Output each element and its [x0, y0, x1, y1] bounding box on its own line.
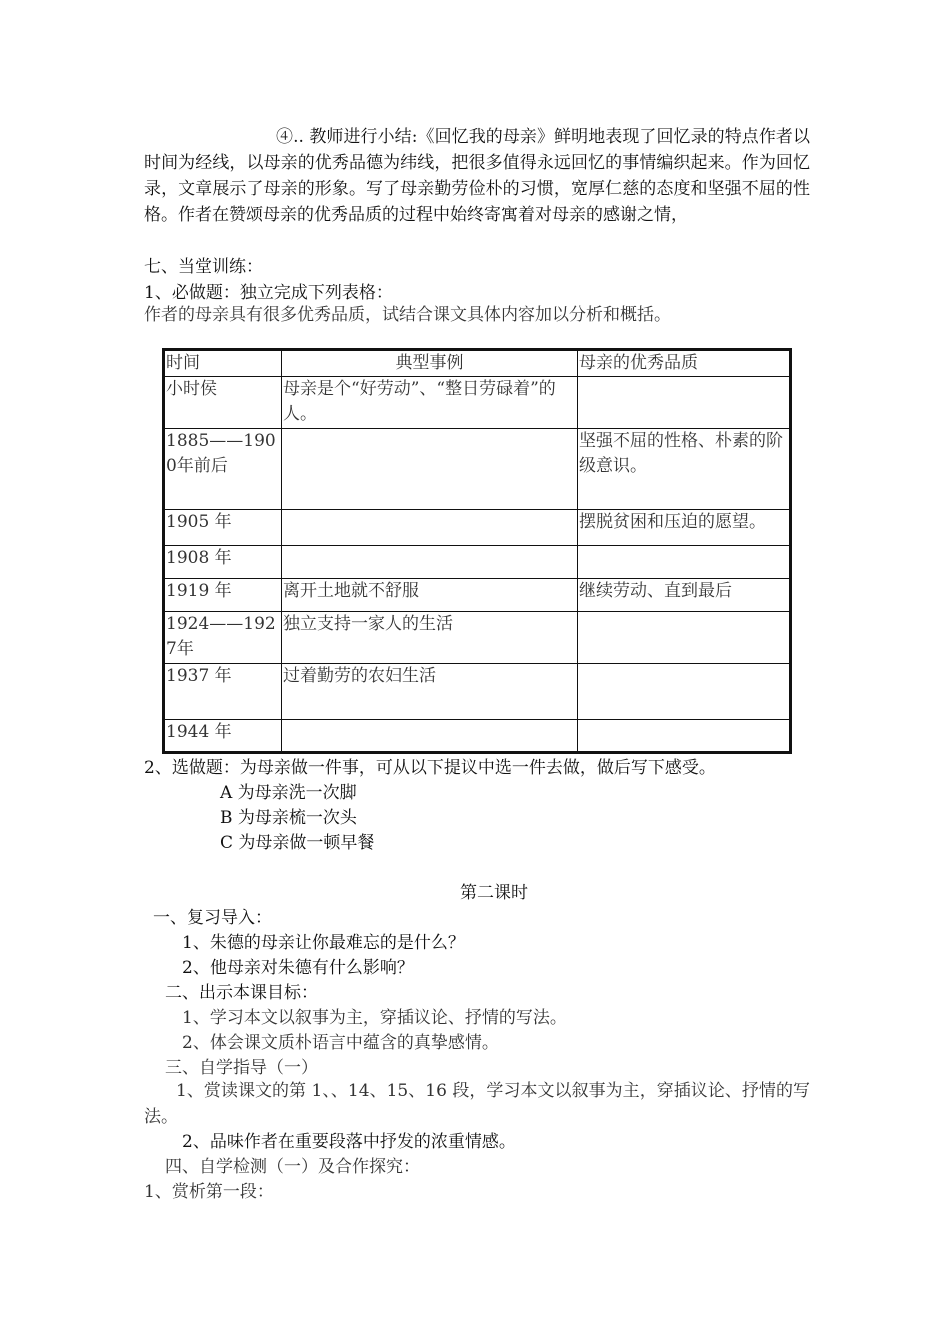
self-study-item-1: 1、赏读课文的第 1、、14、15、16 段，学习本文以叙事为主，穿插议论、抒情的写法。 — [144, 1081, 810, 1127]
table-row — [164, 720, 791, 753]
section-self-check-heading: 四、自学检测（一）及合作探究： — [165, 1157, 420, 1177]
goal-item-2: 2、体会课文质朴语言中蕴含的真挚感情。 — [182, 1033, 499, 1053]
table-cell: 1937 年 — [164, 664, 282, 720]
table-cell: 1905 年 — [164, 510, 282, 546]
option-b: B 为母亲梳一次头 — [220, 808, 357, 828]
table-cell: 离开土地就不舒服 — [282, 579, 578, 612]
table-header-row — [164, 350, 791, 377]
table-cell: 小时侯 — [164, 377, 282, 429]
table-cell: 1919 年 — [164, 579, 282, 612]
question-2-text: 2、选做题：为母亲做一件事，可从以下提议中选一件去做，做后写下感受。 — [144, 758, 716, 778]
header-quality: 母亲的优秀品质 — [578, 350, 791, 377]
table-cell: 1924——1927年 — [164, 612, 282, 664]
option-c: C 为母亲做一顿早餐 — [220, 833, 375, 853]
table-row — [164, 664, 791, 720]
table-cell: 1885——1900年前后 — [164, 429, 282, 510]
section-goals-heading: 二、出示本课目标： — [165, 983, 318, 1003]
table-cell: 独立支持一家人的生活 — [282, 612, 578, 664]
table-cell — [282, 510, 578, 546]
section-review-heading: 一、复习导入： — [153, 908, 272, 928]
option-a: A 为母亲洗一次脚 — [220, 783, 357, 803]
table-cell — [578, 612, 791, 664]
self-study-item-2: 2、品味作者在重要段落中抒发的浓重情感。 — [182, 1132, 516, 1152]
review-item-1: 1、朱德的母亲让你最难忘的是什么？ — [182, 933, 465, 953]
table-cell: 1908 年 — [164, 546, 282, 579]
table-row — [164, 579, 791, 612]
summary-paragraph: ④.. 教师进行小结:《回忆我的母亲》鲜明地表现了回忆录的特点作者以时间为经线，以母亲的优秀品德为纬线，把很多值得永远回忆的事情编织起来。作为回忆录，文章展示了母亲的形象。写了母亲勤劳俭朴的习惯，宽厚仁慈的态度和坚强不屈的性格。作者在赞颂母亲的优秀品质的过程中始终寄寓着对母亲的感谢之情， — [144, 127, 810, 225]
goal-item-1: 1、学习本文以叙事为主，穿插议论、抒情的写法。 — [182, 1008, 567, 1028]
header-example: 典型事例 — [282, 350, 578, 377]
header-time: 时间 — [164, 350, 282, 377]
lesson-2-title: 第二课时 — [460, 883, 528, 903]
table-cell: 1944 年 — [164, 720, 282, 753]
self-check-item-1: 1、赏析第一段： — [144, 1182, 274, 1202]
question-1-title: 1、必做题：独立完成下列表格： — [144, 283, 393, 303]
table-cell — [578, 720, 791, 753]
review-item-2: 2、他母亲对朱德有什么影响？ — [182, 958, 414, 978]
table-cell: 坚强不屈的性格、朴素的阶级意识。 — [578, 429, 791, 510]
question-1-description: 作者的母亲具有很多优秀品质，试结合课文具体内容加以分析和概括。 — [144, 305, 671, 325]
table-cell — [282, 546, 578, 579]
table-cell — [578, 377, 791, 429]
table-cell: 过着勤劳的农妇生活 — [282, 664, 578, 720]
table-cell: 母亲是个“好劳动”、“整日劳碌着”的人。 — [282, 377, 578, 429]
table-row — [164, 612, 791, 664]
table-cell — [578, 664, 791, 720]
mother-qualities-table — [162, 348, 792, 754]
section-self-study-heading: 三、自学指导（一） — [165, 1058, 318, 1078]
table-row — [164, 377, 791, 429]
table-cell — [282, 720, 578, 753]
table-row — [164, 429, 791, 510]
table-row — [164, 546, 791, 579]
section-7-heading: 七、当堂训练： — [144, 257, 263, 277]
table-cell — [282, 429, 578, 510]
table-cell: 摆脱贫困和压迫的愿望。 — [578, 510, 791, 546]
table-cell: 继续劳动、直到最后 — [578, 579, 791, 612]
table-row — [164, 510, 791, 546]
table-cell — [578, 546, 791, 579]
